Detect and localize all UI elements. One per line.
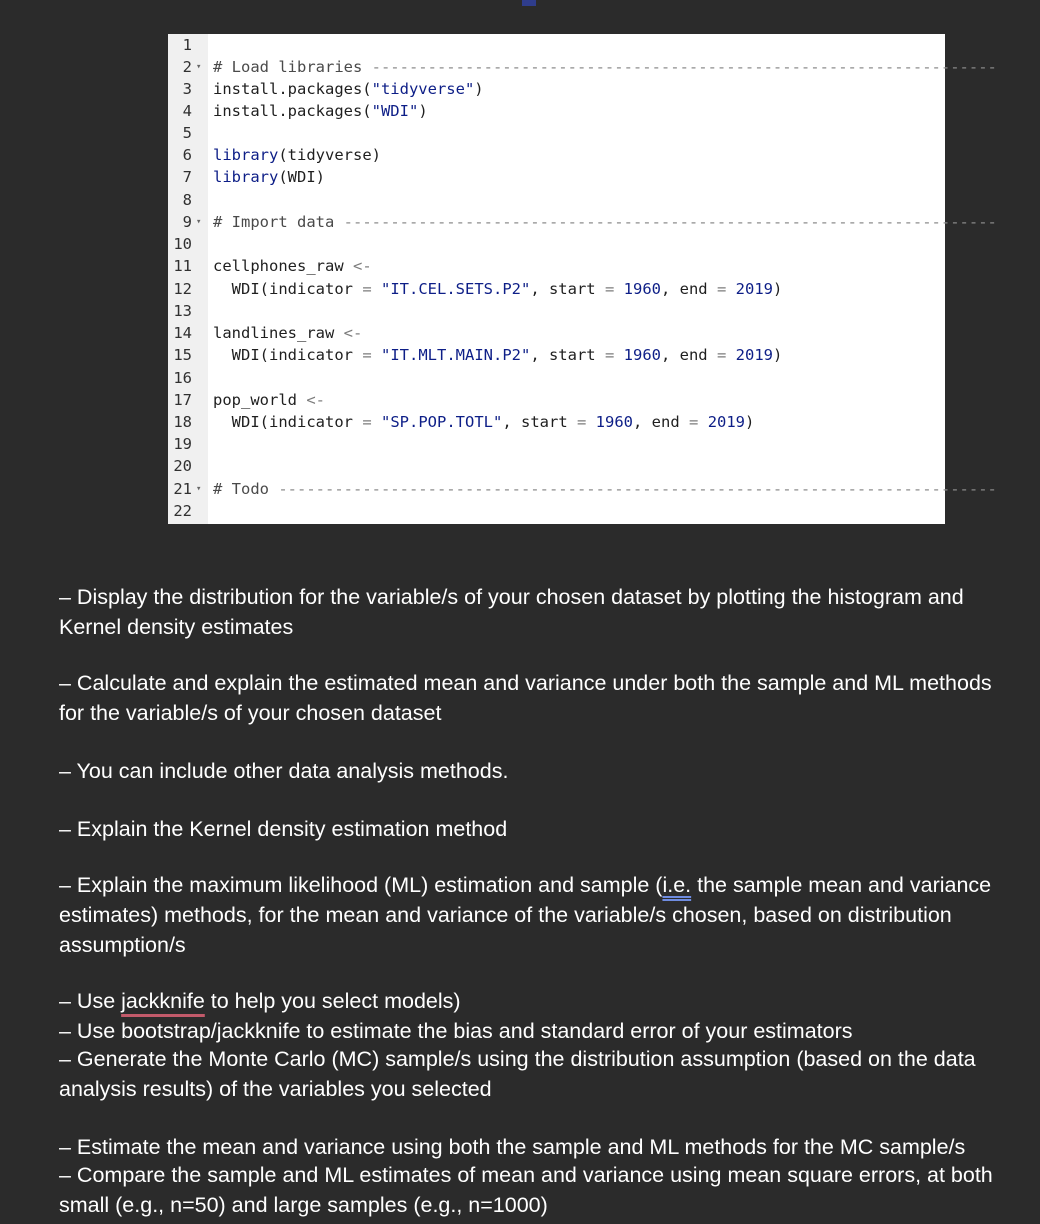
code-text — [213, 344, 782, 366]
code-token — [372, 413, 381, 431]
code-token: # Todo — [213, 480, 279, 498]
code-token: = — [604, 346, 615, 364]
spelling-flag[interactable]: jackknife — [121, 989, 205, 1013]
code-token — [372, 280, 381, 298]
task-item: – Display the distribution for the variable/s of your chosen dataset by plotting the histogram and Kernel density estimates — [59, 585, 964, 639]
code-token: = — [576, 413, 587, 431]
code-line[interactable] — [168, 455, 945, 477]
code-token — [726, 280, 735, 298]
code-token: pop_world — [213, 391, 307, 409]
line-number: 21 — [173, 480, 192, 498]
code-line[interactable] — [168, 189, 945, 211]
line-number: 1 — [182, 36, 192, 54]
code-token: = — [716, 280, 727, 298]
line-number: 10 — [173, 235, 192, 253]
code-token: , end — [633, 413, 689, 431]
code-token: ----------------------------------------------------------------------------- — [278, 480, 997, 498]
code-token: cellphones_raw — [213, 257, 353, 275]
code-token: = — [689, 413, 699, 431]
code-line[interactable] — [168, 300, 945, 322]
task-item: – Use bootstrap/jackknife to estimate the bias and standard error of your estimators — [59, 1019, 853, 1043]
code-line[interactable] — [168, 100, 945, 122]
code-token: ) — [418, 102, 428, 120]
line-number: 8 — [182, 191, 192, 209]
code-token: = — [716, 346, 727, 364]
code-token: = — [362, 413, 372, 431]
code-text — [213, 144, 381, 166]
line-number: 4 — [182, 102, 192, 120]
code-token: ) — [773, 346, 783, 364]
code-line[interactable] — [168, 255, 945, 277]
line-number: 2 — [182, 58, 192, 76]
code-line[interactable] — [168, 278, 945, 300]
code-text — [213, 78, 484, 100]
line-number: 3 — [182, 80, 192, 98]
code-token: install.packages( — [213, 102, 372, 120]
code-text — [213, 478, 997, 500]
code-token: "WDI" — [371, 102, 419, 120]
code-token — [698, 413, 707, 431]
code-text — [213, 166, 325, 188]
code-token: "SP.POP.TOTL" — [381, 413, 503, 431]
code-token — [614, 280, 623, 298]
code-token: , start — [502, 413, 577, 431]
fold-toggle-icon[interactable]: ▾ — [196, 62, 202, 72]
task-item — [59, 986, 999, 1016]
line-number: 13 — [173, 302, 192, 320]
fold-toggle-icon[interactable]: ▾ — [196, 217, 202, 227]
line-number: 20 — [173, 457, 192, 475]
code-token: WDI(indicator — [213, 346, 363, 364]
fold-toggle-icon[interactable]: ▾ — [196, 484, 202, 494]
code-line[interactable] — [168, 322, 945, 344]
code-token: ------------------------------------------------------------------- — [371, 58, 997, 76]
code-line[interactable] — [168, 233, 945, 255]
code-token: install.packages( — [213, 80, 372, 98]
code-token — [372, 346, 381, 364]
task-item: – You can include other data analysis methods. — [59, 759, 509, 783]
task-text: – Explain the maximum likelihood (ML) estimation and sample ( — [59, 873, 663, 897]
code-text — [213, 411, 754, 433]
code-token: 1960 — [623, 280, 661, 298]
code-token: = — [362, 280, 372, 298]
code-token: "IT.MLT.MAIN.P2" — [381, 346, 531, 364]
code-token: , start — [530, 346, 605, 364]
code-line[interactable] — [168, 56, 997, 78]
code-text — [213, 211, 997, 233]
code-text — [213, 322, 362, 344]
code-line[interactable] — [168, 78, 945, 100]
code-token: library — [213, 168, 279, 186]
code-text — [213, 56, 997, 78]
line-number: 22 — [173, 502, 192, 520]
line-number: 12 — [173, 280, 192, 298]
line-number: 18 — [173, 413, 192, 431]
line-number: 14 — [173, 324, 192, 342]
line-number: 15 — [173, 346, 192, 364]
code-line[interactable] — [168, 344, 945, 366]
code-token: , end — [660, 346, 717, 364]
code-token: ) — [474, 80, 484, 98]
code-token: 1960 — [595, 413, 633, 431]
task-item: – Generate the Monte Carlo (MC) sample/s using the distribution assumption (based on the data analysis results) of the variables you selected — [59, 1047, 976, 1101]
task-item: – Explain the Kernel density estimation method — [59, 817, 508, 841]
scroll-marker — [522, 0, 536, 6]
code-token: # Import data — [213, 213, 344, 231]
code-token: (tidyverse) — [278, 146, 381, 164]
code-line[interactable] — [168, 122, 945, 144]
code-token: library — [213, 146, 279, 164]
code-line[interactable] — [168, 411, 945, 433]
task-text: the sample mean and variance estimates) methods, for the mean and variance of the variable/s chosen, based on distribution assumption/s — [59, 873, 992, 957]
code-token: = — [604, 280, 615, 298]
code-token: WDI(indicator — [213, 413, 363, 431]
code-token: , end — [660, 280, 717, 298]
task-item: – Estimate the mean and variance using both the sample and ML methods for the MC sample/s — [59, 1135, 966, 1159]
code-line[interactable] — [168, 144, 945, 166]
line-number: 11 — [173, 257, 192, 275]
code-token: ) — [745, 413, 755, 431]
code-token: <- — [343, 324, 363, 342]
code-token — [726, 346, 735, 364]
code-token: (WDI) — [278, 168, 325, 186]
line-number: 9 — [182, 213, 192, 231]
code-token — [614, 346, 623, 364]
code-line[interactable] — [168, 367, 945, 389]
code-line[interactable] — [168, 34, 945, 56]
code-token: 2019 — [735, 280, 773, 298]
code-text — [213, 255, 372, 277]
line-number: 7 — [182, 168, 192, 186]
code-text — [213, 100, 428, 122]
code-token: ) — [773, 280, 783, 298]
code-editor[interactable] — [168, 34, 997, 524]
code-line[interactable] — [168, 433, 945, 455]
task-item — [59, 870, 999, 960]
code-token: = — [362, 346, 372, 364]
code-line[interactable] — [168, 500, 945, 522]
code-line[interactable] — [168, 211, 997, 233]
code-token: <- — [306, 391, 325, 409]
code-text — [213, 278, 782, 300]
code-token: <- — [352, 257, 372, 275]
code-text — [213, 389, 325, 411]
task-item: – Compare the sample and ML estimates of mean and variance using mean square errors, at both small (e.g., n=50) and large samples (e.g., n=1000) — [59, 1163, 993, 1217]
task-text: to help you select models) — [204, 989, 461, 1013]
code-token: "IT.CEL.SETS.P2" — [381, 280, 531, 298]
code-token: ---------------------------------------------------------------------- — [343, 213, 997, 231]
code-line[interactable] — [168, 478, 997, 500]
task-text: – Use — [59, 989, 122, 1013]
code-token: , start — [530, 280, 605, 298]
code-token: 1960 — [623, 346, 661, 364]
line-number: 19 — [173, 435, 192, 453]
code-line[interactable] — [168, 166, 945, 188]
code-token: 2019 — [707, 413, 746, 431]
code-token: "tidyverse" — [371, 80, 475, 98]
line-number: 16 — [173, 369, 192, 387]
code-token: # Load libraries — [213, 58, 372, 76]
code-token: 2019 — [735, 346, 773, 364]
code-token — [586, 413, 595, 431]
code-token: landlines_raw — [213, 324, 344, 342]
line-number: 5 — [182, 124, 192, 142]
code-line[interactable] — [168, 389, 945, 411]
grammar-flag[interactable]: i.e. — [662, 873, 692, 897]
line-number: 6 — [182, 146, 192, 164]
code-token: WDI(indicator — [213, 280, 363, 298]
task-item: – Calculate and explain the estimated mean and variance under both the sample and ML methods for the variable/s of your chosen dataset — [59, 671, 992, 725]
line-number: 17 — [173, 391, 192, 409]
